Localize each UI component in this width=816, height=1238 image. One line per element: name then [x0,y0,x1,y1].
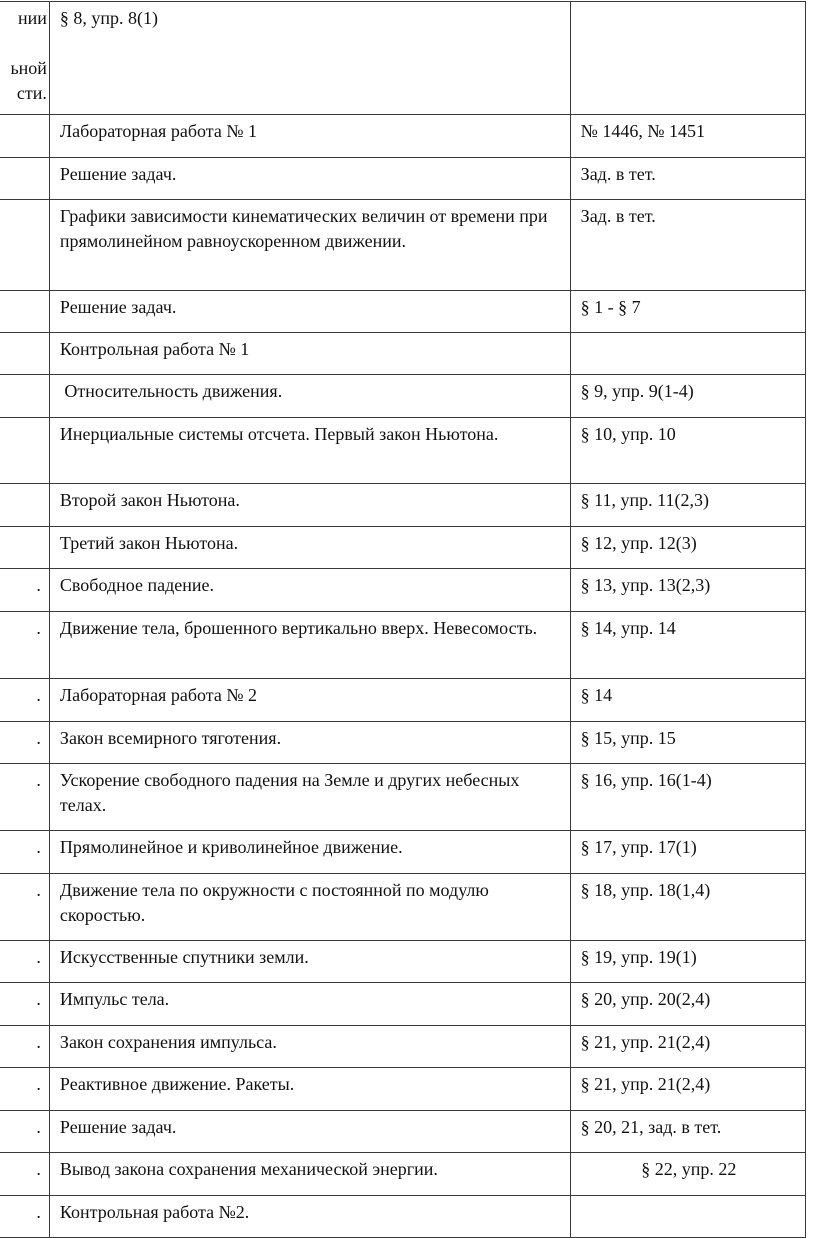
lesson-number-cell [0,115,49,158]
table-row [0,527,806,569]
lesson-topic-cell: Решение задач. [49,1111,570,1153]
lesson-number-line: ьной [10,58,47,78]
table-row [0,941,806,983]
lesson-topic-cell: Ускорение свободного падения на Земле и других небесных телах. [49,764,570,831]
lesson-number-cell: . [0,1111,49,1153]
lesson-number-cell [0,527,49,569]
lesson-number-cell [0,333,49,375]
homework-cell [570,2,805,115]
lesson-topic-cell: Второй закон Ньютона. [49,484,570,527]
lesson-number-cell: . [0,569,49,612]
lesson-number-cell: . [0,1153,49,1196]
lesson-topic-cell: Импульс тела. [49,983,570,1026]
table-row [0,115,806,158]
lesson-number-cell [0,418,49,484]
lesson-topic-cell: Реактивное движение. Ракеты. [49,1068,570,1111]
homework-cell [570,333,805,375]
lesson-number-cell: . [0,612,49,679]
lesson-number-line [7,31,47,56]
lesson-topic-cell: Прямолинейное и криволинейное движение. [49,831,570,874]
table-row [0,418,806,484]
lesson-number-cell: . [0,941,49,983]
table-row [0,1068,806,1111]
lesson-topic-cell: Контрольная работа № 1 [49,333,570,375]
homework-cell: § 1 - § 7 [570,291,805,333]
lesson-topic-cell: Решение задач. [49,291,570,333]
lesson-topic-cell: Искусственные спутники земли. [49,941,570,983]
lesson-topic-cell: Закон сохранения импульса. [49,1026,570,1068]
homework-cell: § 14, упр. 14 [570,612,805,679]
homework-cell: § 15, упр. 15 [570,722,805,764]
lesson-topic-cell: Третий закон Ньютона. [49,527,570,569]
lesson-plan-table [0,1,806,1238]
lesson-topic-cell: Закон всемирного тяготения. [49,722,570,764]
table-row [0,722,806,764]
table-row [0,1026,806,1068]
lesson-number-line: нии [18,8,47,28]
table-row [0,874,806,941]
table-row [0,2,806,115]
lesson-number-cell [0,2,49,115]
lesson-topic-cell: Лабораторная работа № 1 [49,115,570,158]
homework-cell: § 14 [570,679,805,722]
lesson-number-cell: . [0,679,49,722]
table-row [0,1196,806,1238]
table-row [0,679,806,722]
homework-cell: § 10, упр. 10 [570,418,805,484]
lesson-topic-cell: Контрольная работа №2. [49,1196,570,1238]
table-row [0,158,806,200]
lesson-number-cell: . [0,722,49,764]
lesson-number-cell [0,291,49,333]
lesson-number-cell: . [0,1026,49,1068]
homework-cell: Зад. в тет. [570,200,805,291]
homework-cell: № 1446, № 1451 [570,115,805,158]
homework-cell: § 21, упр. 21(2,4) [570,1068,805,1111]
homework-cell: § 21, упр. 21(2,4) [570,1026,805,1068]
lesson-number-cell [0,200,49,291]
table-row [0,983,806,1026]
lesson-number-cell: . [0,1068,49,1111]
homework-cell: § 13, упр. 13(2,3) [570,569,805,612]
table-row [0,831,806,874]
homework-cell [570,1196,805,1238]
lesson-plan-body [0,2,806,1238]
table-row [0,375,806,418]
lesson-number-cell [0,158,49,200]
lesson-number-cell: . [0,1196,49,1238]
lesson-number-cell [0,375,49,418]
homework-cell: § 19, упр. 19(1) [570,941,805,983]
lesson-topic-cell: Решение задач. [49,158,570,200]
lesson-topic-cell: Движение тела, брошенного вертикально вверх. Невесомость. [49,612,570,679]
table-row [0,612,806,679]
homework-cell: § 12, упр. 12(3) [570,527,805,569]
lesson-number-cell: . [0,831,49,874]
lesson-topic-cell: Относительность движения. [49,375,570,418]
lesson-topic-cell: Движение тела по окружности с постоянной по модулю скоростью. [49,874,570,941]
homework-cell: § 22, упр. 22 [570,1153,805,1196]
homework-cell: Зад. в тет. [570,158,805,200]
homework-cell: § 9, упр. 9(1-4) [570,375,805,418]
lesson-number-line: сти. [16,83,47,103]
lesson-topic-cell: § 8, упр. 8(1) [49,2,570,115]
lesson-topic-cell: Вывод закона сохранения механической энергии. [49,1153,570,1196]
lesson-topic-cell: Графики зависимости кинематических величин от времени при прямолинейном равноускоренном движении. [49,200,570,291]
lesson-number-cell: . [0,874,49,941]
homework-cell: § 20, 21, зад. в тет. [570,1111,805,1153]
homework-cell: § 18, упр. 18(1,4) [570,874,805,941]
homework-cell: § 20, упр. 20(2,4) [570,983,805,1026]
lesson-topic-cell: Лабораторная работа № 2 [49,679,570,722]
lesson-topic-cell: Инерциальные системы отсчета. Первый закон Ньютона. [49,418,570,484]
table-row [0,484,806,527]
lesson-number-cell [0,484,49,527]
table-row [0,200,806,291]
lesson-number-cell: . [0,764,49,831]
lesson-number-cell: . [0,983,49,1026]
homework-cell: § 16, упр. 16(1-4) [570,764,805,831]
table-row [0,764,806,831]
homework-cell: § 17, упр. 17(1) [570,831,805,874]
table-row [0,1111,806,1153]
lesson-topic-cell: Свободное падение. [49,569,570,612]
table-row [0,569,806,612]
table-row [0,291,806,333]
homework-cell: § 11, упр. 11(2,3) [570,484,805,527]
table-row [0,333,806,375]
table-row [0,1153,806,1196]
